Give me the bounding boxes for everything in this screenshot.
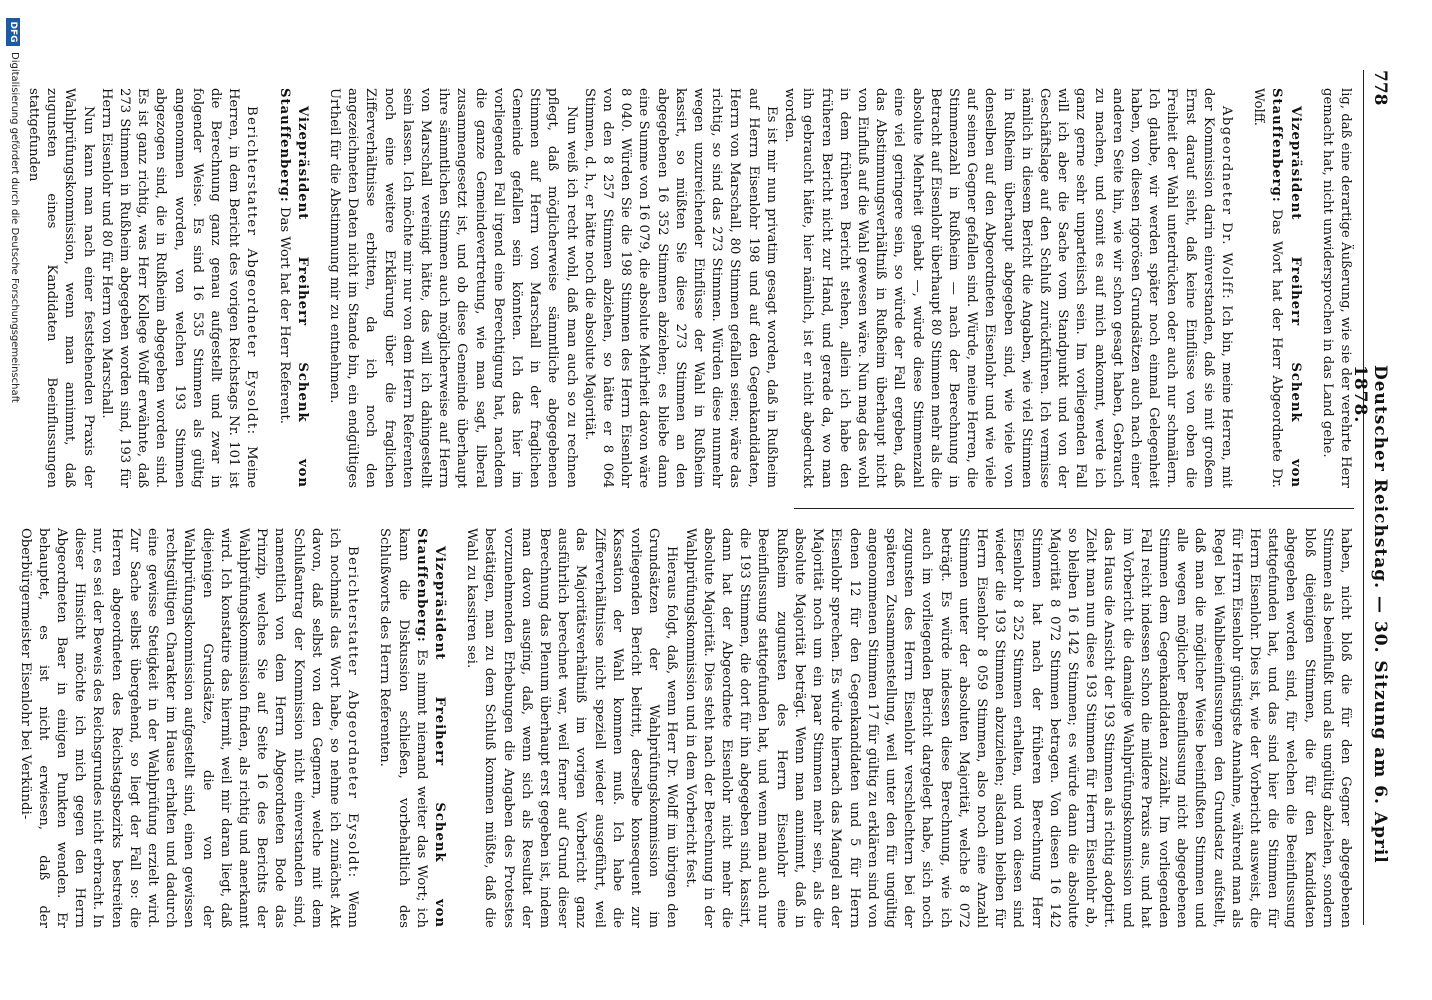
paragraph (1249, 88, 1304, 488)
speaker-label: Berichterstatter Abgeordneter Eysoldt: (244, 106, 260, 436)
paragraph: Nun kann man nach einer feststehenden Praxis der Wahlprüfungskommission, wenn man annimmt, daß zugunsten eines Kandidaten Beeinflussungen stattgefunden (25, 88, 96, 488)
page-running-title: Deutscher Reichstag. — 30. Sitzung am 6. April 1878. (1350, 365, 1390, 864)
speaker-label: Abgeordneter Dr. Wolff: (1218, 106, 1234, 300)
digitization-credit-text: Digitalisierung gefördert durch die Deutsche Forschungsgemeinschaft (9, 52, 20, 403)
paragraph: Hieraus folgt, daß, wenn Herr Dr. Wolff im übrigen den Grundsätzen der Wahlprüfungskommission im vorliegenden Bericht beitritt, derselbe konsequent zur Kassation der Wahl kommen muß. Ich habe die Zifferverhältnisse nicht speziell wieder ausgeführt, weil das Majoritätsverhältniß im vorigen Vorbericht ganz ausführlich berechnet war, weil ferner auf Grund dieser Berechnung das Plenum überhaupt erst gegeben ist, indem man davon ausging, daß, wenn sich als Resultat der vorzunehmenden Erhebungen die Angaben des Protestes bestätigen, man zu dem Schluß kommen müßte, daß die Wahl zu kassiren sei. (464, 528, 680, 928)
paragraph: Es ist mir nun privatim gesagt worden, daß in Rußheim auf Herrn Eisenlohr 198 und auf den Gegenkandidaten, Herrn von Marschall, 80 Stimmen gefallen seien; wäre das richtig, so sind das 273 Stimmen. Würden diese nunmehr wegen unzureichender Einflüsse der Wahl in Rußheim kassirt, so müßten Sie diese 273 Stimmen an den abgegebenen 16 352 Stimmen abziehen; es bliebe dann eine Summe von 16 079, die absolute Mehrheit davon wäre 8 040. Würden Sie die 198 Stimmen des Herrn Eisenlohr von den 8 257 Stimmen abziehen, so hätte er 8 064 Stimmen, d. h., er hätte noch die absolute Majorität. (581, 88, 779, 488)
paragraph: Nun weiß ich recht wohl, daß man auch so zu rechnen pflegt, daß möglicherweise sämmtliche abgegebenen Stimmen auf Herrn von Marschall in der fraglichen Gemeinde gefallen sein könnten. Ich das hier im vorliegenden Fall irgend eine Berechtigung hat, nachdem die ganze Gemeindevertretung, wie man sagt, liberal zusammengesetzt ist, und ob diese Gemeinde überhaupt ihre sämmtlichen Stimmen auch möglicherweise auf Herrn von Marschall vereinigt hätte, das will ich dahingestellt sein lassen. Ich möchte mir nur von dem Herrn Referenten noch eine weitere Erklärung über die fraglichen Zifferverhältnisse erbitten, da ich noch den angezeichneten Daten nicht im Stande bin, ein endgültiges Urtheil für die Abstimmung mir zu entnehmen. (327, 88, 579, 488)
paragraph (375, 528, 448, 928)
speech-text: Das Wort hat der Herr Referent. (276, 206, 292, 424)
speech-text: Wenn ich nochmals das Wort habe, so nehme ich zunächst Akt davon, daß selbst von den Gegnern, welche mit dem Schlußantrag der Kommission nicht einverstanden sind, namentlich von dem Herrn Abgeordneten Bode das Prinzip, welches Sie auf Seite 16 des Berichts der Wahlprüfungskommission finden, als richtig und anerkannt wird. Ich konstatire das hiermit, weil mir daran liegt, daß diejenigen Grundsätze, die von der Wahlprüfungskommission aufgestellt sind, einen gewissen rechtsgültigen Charakter im Hause erhalten und dadurch eine gewisse Stetigkeit in der Wahlprüfung erzielt wird. Zur Sache selbst übergehend, so liegt der Fall so: die Herren abgeordneten des Reichstagsbezirks bestreiten nur, es sei der Beweis des Reichsgrundes nicht erbracht. In dieser Hinsicht möchte ich mich gegen den Herrn Abgeordneten Baer in einigen Punkten wenden. Er behauptet, es ist nicht erwiesen, daß der Oberbürgermeister Eisenlohr bei Verkündi- (17, 528, 361, 928)
digitization-credit (0, 0, 32, 1000)
paragraph (274, 88, 310, 488)
paragraph (97, 88, 261, 488)
text-column-right (17, 528, 1354, 928)
page-header (1350, 70, 1394, 925)
speech-text: Ich bin, meine Herren, mit der Kommission darin einverstanden, daß sie mit großem Ernst darauf sieht, daß keine Einflüsse von oben die Freiheit der Wahl unterdrücken oder auch nur schmälern. Ich glaube, wir werden später noch einmal Gelegenheit haben, von diesen rigorösen Grundsätzen auch nach einer anderen Seite hin, wie wir schon gesagt haben, Gebrauch zu machen, und somit es auf mich ankommt, werde ich ganz gerne sehr unparteiisch sein. Im vorliegenden Fall will ich aber die Sache vom Standpunkt und von der Geschäftslage auf den Schluß zurückführen. Ich vermisse nämlich in diesem Bericht die Angaben, wie viel Stimmen in Rußheim überhaupt abgegeben sind, wie viele von denselben auf den Abgeordneten Eisenlohr und wie viele auf seinen Gegner gefallen sind. Würde, meine Herren, die Stimmenzahl in Rußheim — nach der Berechnung in Betracht auf Eisenlohr überhaupt 80 Stimmen mehr als die absolute Mehrheit gehabt —, würde diese Stimmenzahl eine viel geringere sein, so würde der Fall ergeben, daß das Abstimmungsverhältniß in Rußheim überhaupt nicht von Einfluß auf die Wahl gewesen wäre. Nun mag das wohl in dem früheren Bericht stehen, allein ich habe den früheren Bericht nicht zur Hand, und gerade da, wo man ihn gebraucht hätte, hier nämlich, ist er nicht abgedruckt worden. (782, 88, 1234, 488)
speech-text: Meine Herren, in dem Bericht des vorigen Reichstags Nr. 101 ist die Berechnung ganz genau aufgestellt und zwar in folgender Weise. Es sind 16 535 Stimmen als gültig angenommen worden, von welchen 193 Stimmen abgezogen sind, die in Rußheim abgegeben worden sind. Es ist ganz richtig, was Herr Kollege Wolff erwähnte, daß 273 Stimmen in Rußheim abgegeben worden sind, 193 für Herrn Eisenlohr und 80 für Herrn von Marschall. (98, 88, 260, 488)
dfg-logo-icon: DFG (6, 18, 20, 46)
speaker-label: Vizepräsident Freiherr Schenk von Stauffenberg: (276, 88, 310, 488)
paragraph: haben, nicht bloß die für den Gegner abgegebenen Stimmen als beeinflußt und als ungültig abziehen, sondern bloß diejenigen Stimmen, die für den Kandidaten abgegeben worden sind, für welchen die Beeinflussung stattgefunden hat, und das sind hier die Stimmen für Herrn Eisenlohr. Dies ist, wie der Vorbericht ausweist, die für Herrn Eisenlohr günstigste Annahme, während man als Regel bei Wahlbeeinflussungen den Grundsatz aufstellt, daß man die möglicher Weise beeinflußten Stimmen und alle wegen möglicher Beeinflussung nicht abgegebenen Stimmen dem Gegenkandidaten zuzählt. Im vorliegenden Fall reicht indessen schon die mildere Praxis aus, und hat im Vorbericht die damalige Wahlprüfungskommission und das Haus die Ansicht der 193 Stimmen als richtig adoptirt. Zieht man nun diese 193 Stimmen für Herrn Eisenlohr ab, so bleiben 16 142 Stimmen; es würde dann die absolute Majorität 8 072 Stimmen betragen. Von diesen 16 142 Stimmen hat nach der früheren Berechnung Herr Eisenlohr 8 252 Stimmen erhalten, und von diesen sind wieder die 193 Stimmen abzuziehen; alsdann bleiben für Herrn Eisenlohr 8 059 Stimmen, also noch eine Anzahl Stimmen unter der absoluten Majorität, welche 8 072 beträgt. Es würde indessen diese Berechnung, wie ich auch im vorliegenden Bericht dargelegt habe, sich noch zugunsten des Herrn Eisenlohr verschlechtern bei der späteren Zusammenstellung, weil unter den für ungültig angenommenen Stimmen 17 für gültig zu erklären sind von denen 12 für den Gegenkandidaten und 5 für Herrn Eisenlohr sprechen. Es würde hiernach das Mangel an der Majorität noch um ein paar Stimmen mehr sein, als die absolute Majorität beträgt. Wenn man annimmt, daß in Rußheim zugunsten des Herrn Eisenlohr eine Beeinflussung stattgefunden hat, und wenn man auch nur die 193 Stimmen, die dort für ihn abgegeben sind, kassirt, dann hat der Abgeordnete Eisenlohr nicht mehr die absolute Majorität. Dies steht nach der Berechnung in der Wahlprüfungskommission und in dem Vorbericht fest. (682, 528, 1353, 928)
paragraph (780, 88, 1235, 488)
speaker-label: Vizepräsident Freiherr Schenk von Stauffenberg: (413, 528, 448, 928)
paragraph (15, 528, 361, 928)
speech-text: Das Wort hat der Herr Abgeordnete Dr. Wolff. (1251, 88, 1285, 488)
speech-text: Es nimmt niemand weiter das Wort; ich kann die Diskussion schließen, vorbehaltlich des Schlußworts des Herrn Referenten. (377, 528, 429, 928)
speaker-label: Berichterstatter Abgeordneter Eysoldt: (345, 546, 361, 879)
page-number: 778 (1370, 70, 1390, 106)
speaker-label: Vizepräsident Freiherr Schenk von Stauffenberg: (1269, 88, 1303, 488)
column-divider (794, 508, 1354, 509)
paragraph: lig, daß eine derartige Äußerung, wie sie der verehrte Herr gemacht hat, nicht unwidersprochen in das Land gehe. (1319, 88, 1353, 488)
text-column-left (25, 88, 1354, 488)
